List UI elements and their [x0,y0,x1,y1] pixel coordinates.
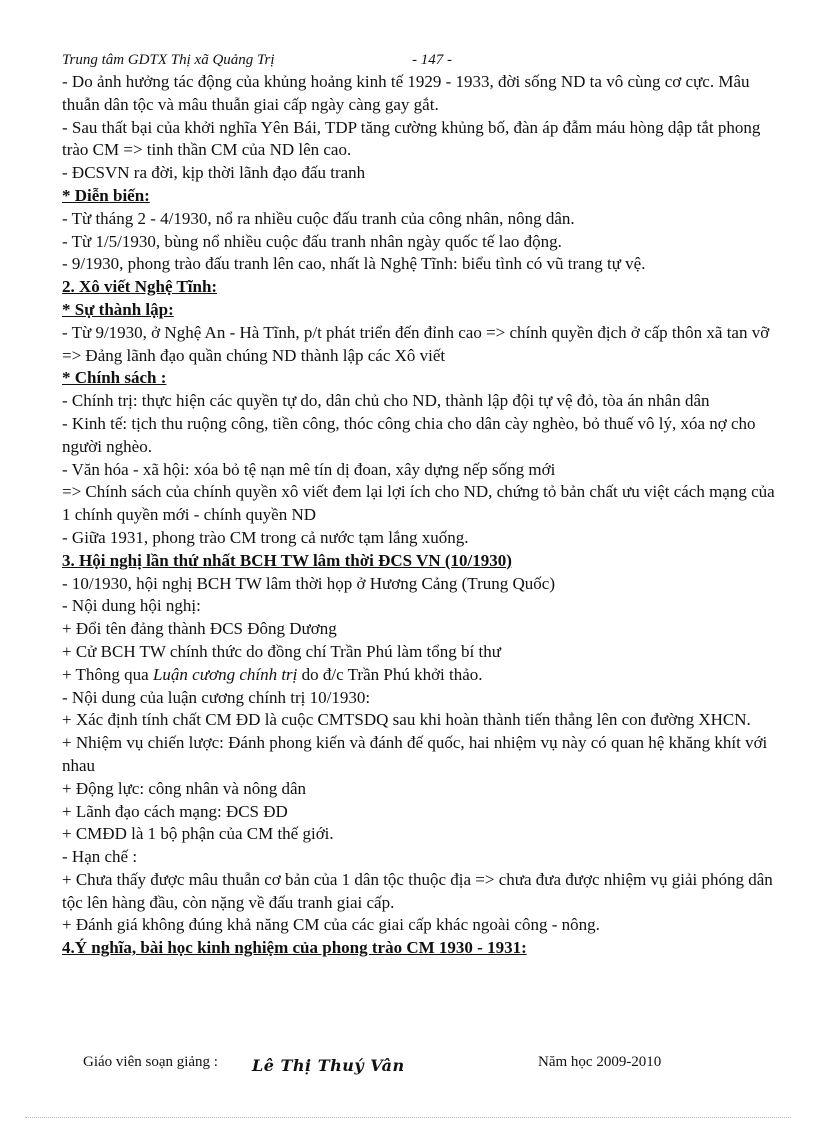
section-heading: * Diễn biến: [62,185,150,205]
italic-title: Luận cương chính trị [152,664,298,684]
paragraph: - Hạn chế : [62,847,138,867]
paragraph: - Nội dung hội nghị: [62,596,201,616]
section-heading: 2. Xô viết Nghệ Tĩnh: [62,277,218,297]
paragraph: + CMĐD là 1 bộ phận của CM thế giới. [62,824,334,844]
paragraph: => Chính sách của chính quyền xô viết đem lại lợi ích cho ND, chứng tỏ bản chất ưu việt cách mạng của 1 chính quyền mới - chính quyền ND [62,482,775,525]
paragraph: + Nhiệm vụ chiến lược: Đánh phong kiến và đánh đế quốc, hai nhiệm vụ này có quan hệ khăng khít với nhau [62,733,768,775]
paragraph: + Động lực: công nhân và nông dân [62,778,307,798]
paragraph: - Từ 1/5/1930, bùng nổ nhiều cuộc đấu tranh nhân ngày quốc tế lao động. [62,231,562,251]
paragraph: - Giữa 1931, phong trào CM trong cả nước tạm lắng xuống. [62,527,469,547]
paragraph: + Xác định tính chất CM ĐD là cuộc CMTSDQ sau khi hoàn thành tiến thẳng lên con đường XHCN. [62,710,751,730]
paragraph: - Do ảnh hưởng tác động của khủng hoảng kinh tế 1929 - 1933, đời sống ND ta vô cùng cơ cực. Mâu thuẫn dân tộc và mâu thuẫn giai cấp ngày càng gay gắt. [62,72,750,114]
paragraph: - ĐCSVN ra đời, kịp thời lãnh đạo đấu tranh [62,163,366,183]
footer-school-year: Năm học 2009-2010 [538,1054,662,1070]
paragraph: + Cử BCH TW chính thức do đồng chí Trần Phú làm tổng bí thư [62,641,501,661]
section-heading: * Chính sách : [62,368,167,388]
section-heading: * Sự thành lập: [62,299,174,319]
teacher-signature: Lê Thị Thuý Vân [252,1056,405,1075]
paragraph: - 10/1930, hội nghị BCH TW lâm thời họp ở Hương Cảng (Trung Quốc) [62,573,555,593]
text-run: do đ/c Trần Phú khởi thảo. [297,664,483,684]
paragraph: + Chưa thấy được mâu thuẫn cơ bản của 1 dân tộc thuộc địa => chưa đưa được nhiệm vụ giải phóng dân tộc lên hàng đầu, còn nặng về đấu tranh giai cấp. [62,869,773,912]
paragraph: + Đánh giá không đúng khả năng CM của các giai cấp khác ngoài công - nông. [62,915,600,935]
footer-teacher-label: Giáo viên soạn giảng : [83,1054,218,1070]
section-heading: 4.Ý nghĩa, bài học kinh nghiệm của phong trào CM 1930 - 1931: [62,938,527,958]
paragraph [62,664,780,687]
paragraph: - 9/1930, phong trào đấu tranh lên cao, nhất là Nghệ Tĩnh: biểu tình có vũ trang tự vệ. [62,254,646,274]
paragraph: - Văn hóa - xã hội: xóa bỏ tệ nạn mê tín dị đoan, xây dựng nếp sống mới [62,459,556,479]
page-number: - 147 - [412,52,452,68]
paragraph: - Kinh tế: tịch thu ruộng công, tiền công, thóc công chia cho dân cày nghèo, bỏ thuế vô lý, xóa nợ cho người nghèo. [62,413,756,456]
paragraph: - Từ 9/1930, ở Nghệ An - Hà Tĩnh, p/t phát triển đến đỉnh cao => chính quyền địch ở cấp thôn xã tan vỡ => Đảng lãnh đạo quần chúng ND thành lập các Xô viết [62,322,770,365]
paragraph: - Từ tháng 2 - 4/1930, nổ ra nhiều cuộc đấu tranh của công nhân, nông dân. [62,208,575,228]
paragraph: + Lãnh đạo cách mạng: ĐCS ĐD [62,801,288,821]
paragraph: - Sau thất bại của khởi nghĩa Yên Bái, TDP tăng cường khủng bố, đàn áp đẫm máu hòng dập tắt phong trào CM => tinh thần CM của ND lên cao. [62,117,761,160]
footer-divider [25,1117,791,1118]
paragraph: + Đổi tên đảng thành ĐCS Đông Dương [62,619,337,639]
paragraph: - Chính trị: thực hiện các quyền tự do, dân chủ cho ND, thành lập đội tự vệ đỏ, tòa án nhân dân [62,391,710,411]
section-heading: 3. Hội nghị lần thứ nhất BCH TW lâm thời ĐCS VN (10/1930) [62,550,512,570]
document-body [62,71,780,960]
header-left: Trung tâm GDTX Thị xã Quảng Trị [62,52,275,68]
text-run: + Thông qua [62,664,153,684]
paragraph: - Nội dung của luận cương chính trị 10/1930: [62,687,371,707]
